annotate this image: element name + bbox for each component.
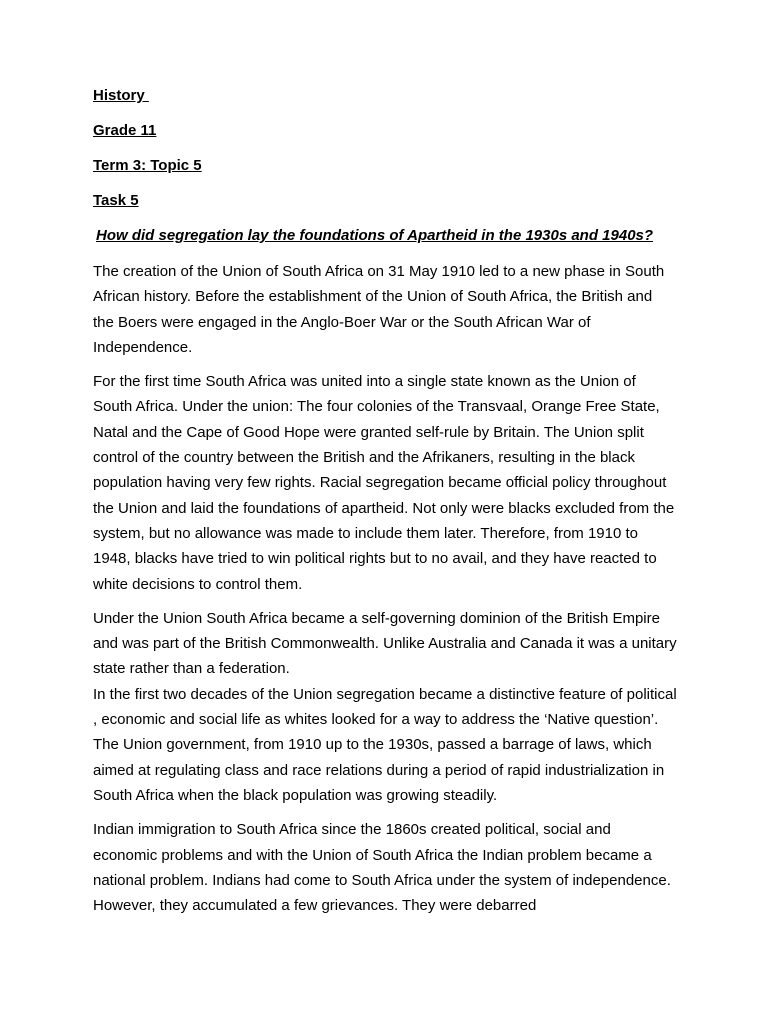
document-page [93, 86, 677, 927]
paragraph-indian-immigration: Indian immigration to South Africa since the 1860s created political, social and economic problems and with the Union of South Africa the Indian problem became a national problem. Indians had come to South Africa under the system of independence. However, they accumulated a few grievances. They were debarred [93, 821, 671, 915]
task-heading: Task 5 [93, 192, 139, 209]
paragraph-segregation-laws: In the first two decades of the Union segregation became a distinctive feature of political , economic and social life as whites looked for a way to address the ‘Native question’. The Union government, from 1910 up to the 1930s, passed a barrage of laws, which aimed at regulating class and race relations during a period of rapid industrialization in South Africa when the black population was growing steadily. [93, 685, 677, 804]
paragraph-single-state: For the first time South Africa was united into a single state known as the Union of South Africa. Under the union: The four colonies of the Transvaal, Orange Free State, Natal and the Cape of Good Hope were granted self-rule by Britain. The Union split control of the country between the British and the Afrikaners, resulting in the black population having very few rights. Racial segregation became official policy throughout the Union and laid the foundations of apartheid. Not only were blacks excluded from the system, but no allowance was made to include them later. Therefore, from 1910 to 1948, blacks have tried to win political rights but to no avail, and they have reacted to white decisions to control them. [93, 373, 675, 593]
term-heading: Term 3: Topic 5 [93, 157, 202, 174]
task-question: How did segregation lay the foundations of Apartheid in the 1930s and 1940s? [96, 227, 654, 244]
grade-heading: Grade 11 [93, 122, 157, 139]
paragraph-self-governing: Under the Union South Africa became a self-governing dominion of the British Empire and was part of the British Commonwealth. Unlike Australia and Canada it was a unitary state rather than a federation. [93, 609, 677, 678]
subject-heading: History [93, 87, 149, 104]
paragraph-union-creation: The creation of the Union of South Africa on 31 May 1910 led to a new phase in South African history. Before the establishment of the Union of South Africa, the British and the Boers were engaged in the Anglo-Boer War or the South African War of Independence. [93, 263, 665, 356]
